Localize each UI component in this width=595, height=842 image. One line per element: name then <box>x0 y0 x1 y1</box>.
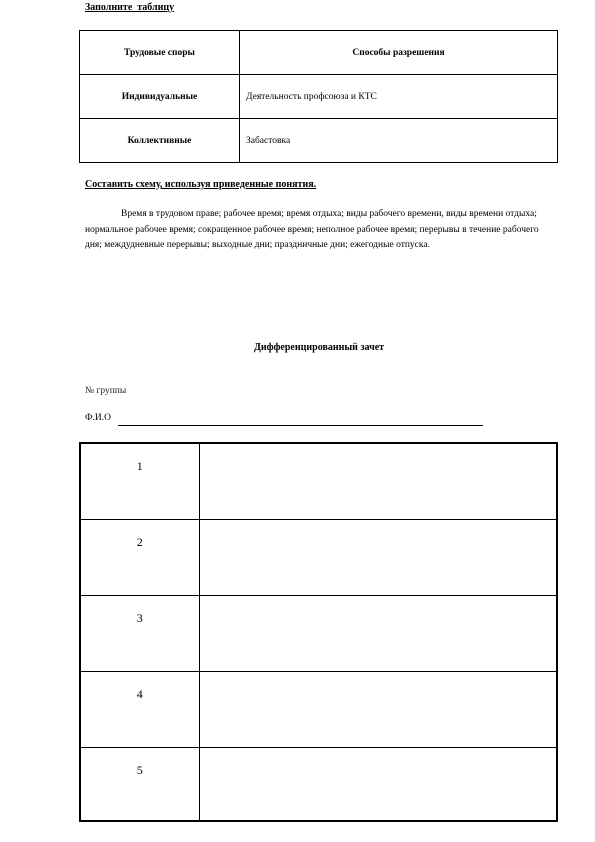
dispute-type-cell: Индивидуальные <box>80 75 240 119</box>
task2-heading: Составить схему, используя приведенные понятия. <box>85 179 317 190</box>
task1-heading: Заполните таблицу <box>85 2 175 13</box>
answer-row <box>80 672 557 748</box>
answer-number: 5 <box>80 748 199 822</box>
header-resolution: Способы разрешения <box>240 31 558 75</box>
answer-row <box>80 748 557 822</box>
answer-number: 2 <box>80 520 199 596</box>
group-label: № группы <box>85 386 127 396</box>
header-disputes: Трудовые споры <box>80 31 240 75</box>
dispute-type-cell: Коллективные <box>80 119 240 163</box>
table-header-row <box>80 31 558 75</box>
answers-table <box>79 442 558 822</box>
resolution-cell: Деятельность профсоюза и КТС <box>240 75 558 119</box>
answer-cell[interactable] <box>199 596 557 672</box>
answer-cell[interactable] <box>199 672 557 748</box>
zachet-title: Дифференцированный зачет <box>253 342 385 353</box>
answer-cell[interactable] <box>199 748 557 822</box>
answer-number: 1 <box>80 443 199 520</box>
table-row <box>80 75 558 119</box>
answer-row <box>80 520 557 596</box>
answer-number: 3 <box>80 596 199 672</box>
answer-row <box>80 443 557 520</box>
labor-disputes-table <box>79 30 558 163</box>
answer-cell[interactable] <box>199 520 557 596</box>
table-row <box>80 119 558 163</box>
answer-cell[interactable] <box>199 443 557 520</box>
answer-number: 4 <box>80 672 199 748</box>
fio-label: Ф.И.О <box>85 413 111 423</box>
fio-input-line[interactable] <box>118 425 483 426</box>
answer-row <box>80 596 557 672</box>
concepts-paragraph: Время в трудовом праве; рабочее время; время отдыха; виды рабочего времени, виды времени отдыха; нормальное рабочее время; сокращенное рабочее время; неполное рабочее время; перерывы в течение рабочего дня; междудневные перерывы; выходные дни; праздничные дни; ежегодные отпуска. <box>85 209 539 250</box>
resolution-cell: Забастовка <box>240 119 558 163</box>
